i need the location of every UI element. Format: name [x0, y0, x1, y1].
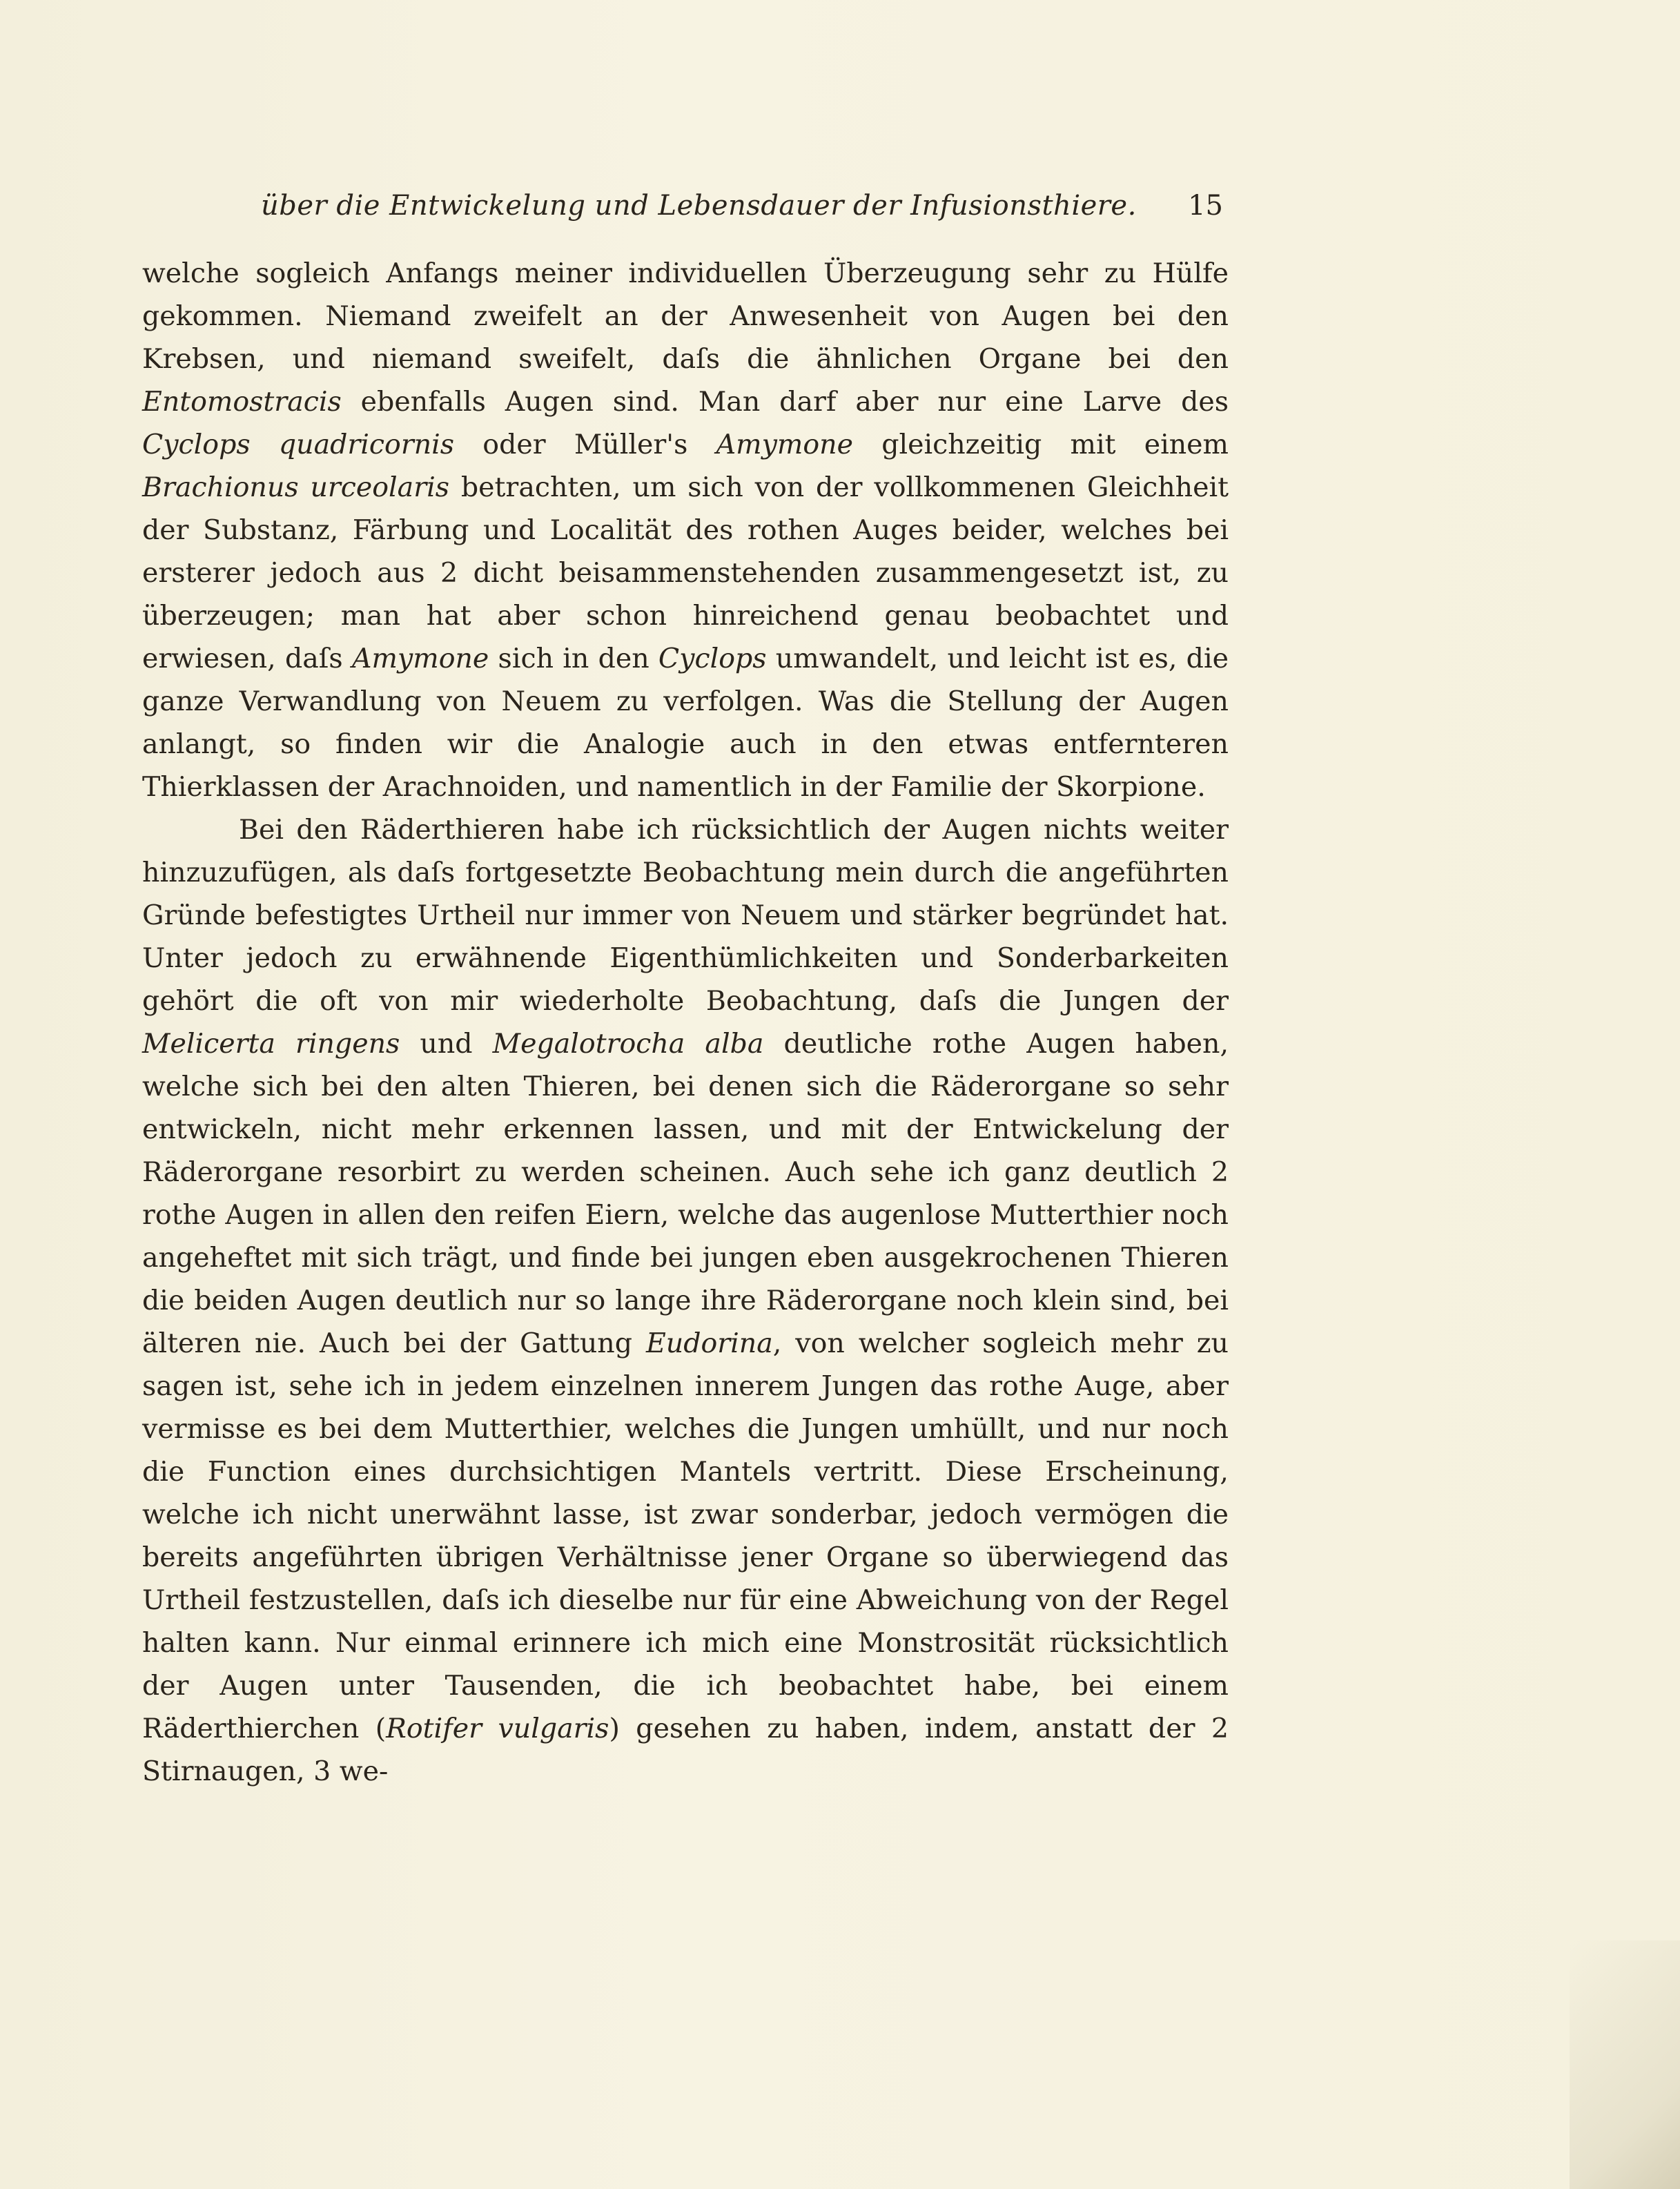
species-name: Amymone	[716, 429, 853, 460]
species-name: Entomostracis	[142, 386, 342, 418]
text-span: Bei den Räderthieren habe ich rücksichtlich der Augen nichts weiter hinzuzufügen, als daſs fortgesetzte Beobachtung mein durch die angeführten Gründe befestigtes Urtheil nur immer von Neuem und stärker begründet hat. Unter jedoch zu erwähnende Eigenthümlichkeiten und Sonderbarkeiten gehört die oft von mir wiederholte Beobachtung, daſs die Jungen der	[142, 814, 1229, 1017]
paragraph	[142, 252, 1229, 808]
page-number: 15	[1188, 190, 1223, 222]
text-span: sich in den	[489, 643, 658, 674]
species-name: Cyclops quadricornis	[142, 429, 455, 460]
species-name: Rotifer vulgaris	[386, 1713, 609, 1744]
page-corner-shading	[1570, 1940, 1680, 2189]
species-name: Amymone	[351, 643, 489, 674]
text-span: ) gesehen zu haben, indem, anstatt der 2 Stirnaugen, 3 we-	[142, 1713, 1229, 1787]
species-name: Cyclops	[658, 643, 767, 674]
text-span: welche sogleich Anfangs meiner individuellen Überzeugung sehr zu Hülfe gekommen. Niemand zweifelt an der Anwesenheit von Augen bei den Krebsen, und niemand sweifelt, daſs die ähnlichen Organe bei den	[142, 257, 1229, 375]
text-span: ebenfalls Augen sind. Man darf aber nur eine Larve des	[341, 386, 1229, 418]
species-name: Melicerta ringens	[142, 1028, 400, 1060]
body-text	[142, 252, 1229, 1793]
running-head-title: über die Entwickelung und Lebensdauer der Infusionsthiere.	[261, 190, 1137, 222]
paragraph	[142, 808, 1229, 1793]
text-span: deutliche rothe Augen haben, welche sich bei den alten Thieren, bei denen sich die Räderorgane so sehr entwickeln, nicht mehr erkennen lassen, und mit der Entwickelung der Räderorgane resorbirt zu werden scheinen. Auch sehe ich ganz deutlich 2 rothe Augen in allen den reifen Eiern, welche das augenlose Mutterthier noch angeheftet mit sich trägt, und finde bei jungen eben ausgekrochenen Thieren die beiden Augen deutlich nur so lange ihre Räderorgane noch klein sind, bei älteren nie. Auch bei der Gattung	[142, 1028, 1229, 1359]
text-span: oder Müller's	[454, 429, 716, 460]
species-name: Megalotrocha alba	[492, 1028, 764, 1060]
text-span: betrachten, um sich von der vollkommenen Gleichheit der Substanz, Färbung und Localität des rothen Auges beider, welches bei ersterer jedoch aus 2 dicht beisammenstehenden zusammengesetzt ist, zu überzeugen; man hat aber schon hinreichend genau beobachtet und erwiesen, daſs	[142, 471, 1229, 674]
text-span: , von welcher sogleich mehr zu sagen ist, sehe ich in jedem einzelnen innerem Jungen das rothe Auge, aber vermisse es bei dem Mutterthier, welches die Jungen umhüllt, und nur noch die Function eines durchsichtigen Mantels vertritt. Diese Erscheinung, welche ich nicht unerwähnt lasse, ist zwar sonderbar, jedoch vermögen die bereits angeführten übrigen Verhältnisse jener Organe so überwiegend das Urtheil festzustellen, daſs ich dieselbe nur für eine Abweichung von der Regel halten kann. Nur einmal erinnere ich mich eine Monstrosität rücksichtlich der Augen unter Tausenden, die ich beobachtet habe, bei einem Räderthierchen (	[142, 1327, 1229, 1744]
species-name: Eudorina	[645, 1327, 773, 1359]
running-head	[261, 185, 1227, 233]
text-span: gleichzeitig mit einem	[852, 429, 1229, 460]
text-span: und	[400, 1028, 493, 1060]
text-span: umwandelt, und leicht ist es, die ganze Verwandlung von Neuem zu verfolgen. Was die Stellung der Augen anlangt, so finden wir die Analogie auch in den etwas entfernteren Thierklassen der Arachnoiden, und namentlich in der Familie der Skorpione.	[142, 643, 1229, 803]
species-name: Brachionus urceolaris	[142, 471, 450, 503]
